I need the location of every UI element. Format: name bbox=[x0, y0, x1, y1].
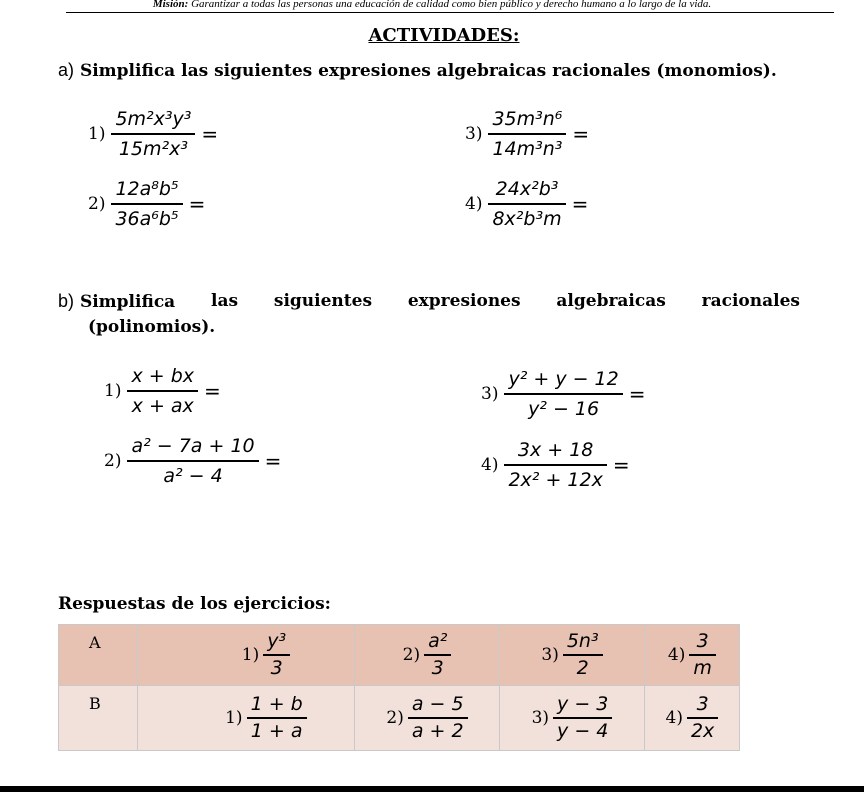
fraction bbox=[127, 432, 258, 490]
fraction bbox=[111, 175, 182, 233]
fraction bbox=[689, 629, 716, 681]
header-divider bbox=[66, 12, 834, 13]
activities-title: ACTIVIDADES: bbox=[368, 25, 520, 46]
denominator: 15m²x³ bbox=[118, 138, 188, 160]
exercise-number: 1) bbox=[88, 124, 106, 144]
answer-number: 4) bbox=[667, 645, 686, 665]
exercise-number: 2) bbox=[104, 451, 122, 471]
title-word: las bbox=[211, 291, 239, 311]
title-word: racionales bbox=[701, 291, 800, 311]
answer-cell bbox=[354, 686, 499, 751]
answer-cell bbox=[354, 625, 499, 686]
denominator: y² − 16 bbox=[528, 398, 600, 420]
answer-number: 2) bbox=[386, 708, 404, 728]
section-b-label: b) bbox=[58, 291, 75, 311]
denominator: 8x²b³m bbox=[492, 208, 562, 230]
answer-number: 1) bbox=[241, 645, 260, 665]
answers-title: Respuestas de los ejercicios: bbox=[58, 594, 331, 614]
section-b-title bbox=[58, 291, 800, 337]
answer-number: 2) bbox=[402, 645, 421, 665]
fraction bbox=[408, 692, 468, 744]
numerator: y − 3 bbox=[557, 693, 609, 715]
numerator: 3x + 18 bbox=[517, 439, 594, 461]
exercise-number: 3) bbox=[481, 384, 499, 404]
equals-sign: = bbox=[201, 122, 219, 146]
numerator: 5n³ bbox=[566, 630, 599, 652]
fraction bbox=[247, 692, 307, 744]
section-a-title bbox=[58, 60, 777, 81]
fraction bbox=[504, 365, 622, 423]
denominator: 3 bbox=[431, 657, 444, 679]
section-a-text: Simplifica las siguientes expresiones algebraicas racionales (monomios). bbox=[79, 61, 777, 81]
section-b-first bbox=[58, 291, 175, 312]
row-label: A bbox=[89, 633, 101, 652]
title-word: siguientes bbox=[273, 291, 373, 311]
fraction bbox=[563, 629, 603, 681]
title-word: Simplifica bbox=[79, 292, 176, 312]
exercise-number: 1) bbox=[104, 381, 122, 401]
answer-number: 4) bbox=[665, 708, 683, 728]
row-label-cell bbox=[59, 686, 138, 751]
denominator: m bbox=[693, 657, 712, 679]
exercise-a-4 bbox=[465, 175, 588, 233]
mission-text: Garantizar a todas las personas una educación de calidad como bien público y derecho humano a lo largo de la vida. bbox=[191, 0, 712, 10]
section-a-label: a) bbox=[58, 60, 75, 80]
numerator: 35m³n⁶ bbox=[492, 108, 563, 130]
exercise-b-4 bbox=[481, 436, 630, 494]
numerator: 1 + b bbox=[250, 693, 303, 715]
numerator: a² − 7a + 10 bbox=[131, 435, 255, 457]
denominator: a + 2 bbox=[411, 720, 464, 742]
denominator: 2x bbox=[690, 720, 715, 742]
denominator: 14m³n³ bbox=[492, 138, 563, 160]
exercise-b-2 bbox=[104, 432, 281, 490]
equals-sign: = bbox=[571, 192, 589, 216]
title-word: expresiones bbox=[407, 291, 521, 311]
answer-number: 3) bbox=[541, 645, 559, 665]
equals-sign: = bbox=[572, 122, 590, 146]
exercise-a-3 bbox=[465, 105, 589, 163]
answer-cell bbox=[138, 686, 355, 751]
exercise-b-3 bbox=[481, 365, 646, 423]
fraction bbox=[424, 629, 451, 681]
denominator: 36a⁶b⁵ bbox=[115, 208, 179, 230]
denominator: 2 bbox=[576, 657, 589, 679]
answer-number: 1) bbox=[225, 708, 243, 728]
numerator: y³ bbox=[267, 630, 287, 652]
fraction bbox=[111, 105, 195, 163]
numerator: 24x²b³ bbox=[495, 178, 559, 200]
mission-label: Misión: bbox=[152, 0, 189, 10]
answer-cell bbox=[500, 625, 645, 686]
numerator: 5m²x³y³ bbox=[115, 108, 192, 130]
answer-cell bbox=[644, 625, 739, 686]
answer-number: 3) bbox=[531, 708, 550, 728]
fraction bbox=[553, 692, 612, 744]
exercise-number: 2) bbox=[88, 194, 106, 214]
fraction bbox=[127, 362, 198, 420]
section-b-title-line1 bbox=[58, 291, 800, 312]
answers-row-a bbox=[59, 625, 740, 686]
exercise-a-1 bbox=[88, 105, 218, 163]
fraction bbox=[488, 175, 565, 233]
section-b-title-line2: (polinomios). bbox=[88, 317, 216, 337]
denominator: 1 + a bbox=[250, 720, 303, 742]
fraction bbox=[488, 105, 566, 163]
equals-sign: = bbox=[264, 449, 282, 473]
denominator: 3 bbox=[270, 657, 283, 679]
answer-cell bbox=[138, 625, 355, 686]
equals-sign: = bbox=[188, 192, 206, 216]
denominator: a² − 4 bbox=[163, 465, 223, 487]
equals-sign: = bbox=[628, 382, 646, 406]
numerator: a − 5 bbox=[411, 693, 464, 715]
numerator: 3 bbox=[696, 693, 709, 715]
numerator: a² bbox=[428, 630, 448, 652]
fraction bbox=[263, 629, 290, 681]
mission-statement bbox=[0, 0, 864, 12]
numerator: x + bx bbox=[131, 365, 195, 387]
answers-table bbox=[58, 624, 740, 751]
answer-cell bbox=[644, 686, 739, 751]
denominator: 2x² + 12x bbox=[508, 469, 603, 491]
numerator: 12a⁸b⁵ bbox=[115, 178, 179, 200]
answer-cell bbox=[500, 686, 645, 751]
equals-sign: = bbox=[612, 453, 630, 477]
fraction bbox=[687, 692, 718, 744]
exercise-number: 4) bbox=[481, 455, 499, 475]
row-label: B bbox=[89, 694, 101, 713]
numerator: y² + y − 12 bbox=[508, 368, 619, 390]
exercise-number: 4) bbox=[465, 194, 483, 214]
title-word: algebraicas bbox=[556, 291, 666, 311]
exercise-number: 3) bbox=[465, 124, 483, 144]
denominator: x + ax bbox=[131, 395, 194, 417]
denominator: y − 4 bbox=[557, 720, 609, 742]
exercise-a-2 bbox=[88, 175, 205, 233]
row-label-cell bbox=[59, 625, 138, 686]
fraction bbox=[504, 436, 606, 494]
numerator: 3 bbox=[696, 630, 709, 652]
answers-row-b bbox=[59, 686, 740, 751]
equals-sign: = bbox=[204, 379, 221, 403]
exercise-b-1 bbox=[104, 362, 221, 420]
bottom-edge-bar bbox=[0, 786, 864, 792]
